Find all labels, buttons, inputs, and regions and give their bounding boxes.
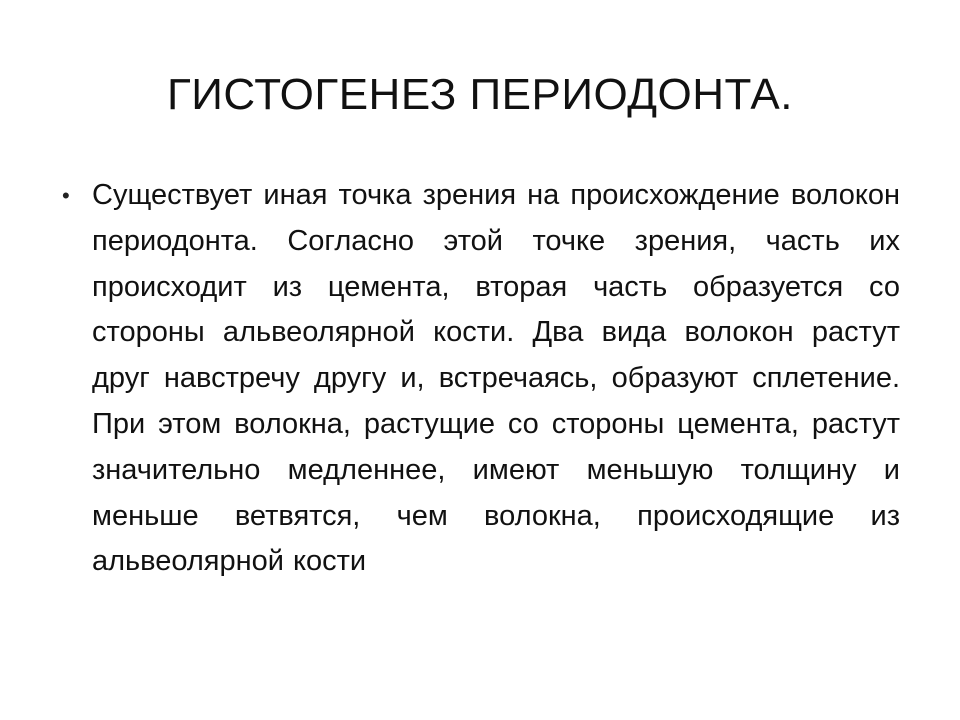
slide-title: ГИСТОГЕНЕЗ ПЕРИОДОНТА.	[166, 70, 793, 119]
bullet-item	[62, 173, 900, 585]
bullet-list	[62, 173, 900, 585]
bullet-text: Существует иная точка зрения на происхождение волокон периодонта. Согласно этой точке зрения, часть их происходит из цемента, вторая часть образуется со стороны альвеолярной кости. Два вида волокон растут друг навстречу другу и, встречаясь, образуют сплетение. При этом волокна, растущие со стороны цемента, растут значительно медленнее, имеют меньшую толщину и меньше ветвятся, чем волокна, происходящие из альвеолярной кости	[92, 179, 900, 578]
bullet-marker: •	[62, 183, 70, 208]
